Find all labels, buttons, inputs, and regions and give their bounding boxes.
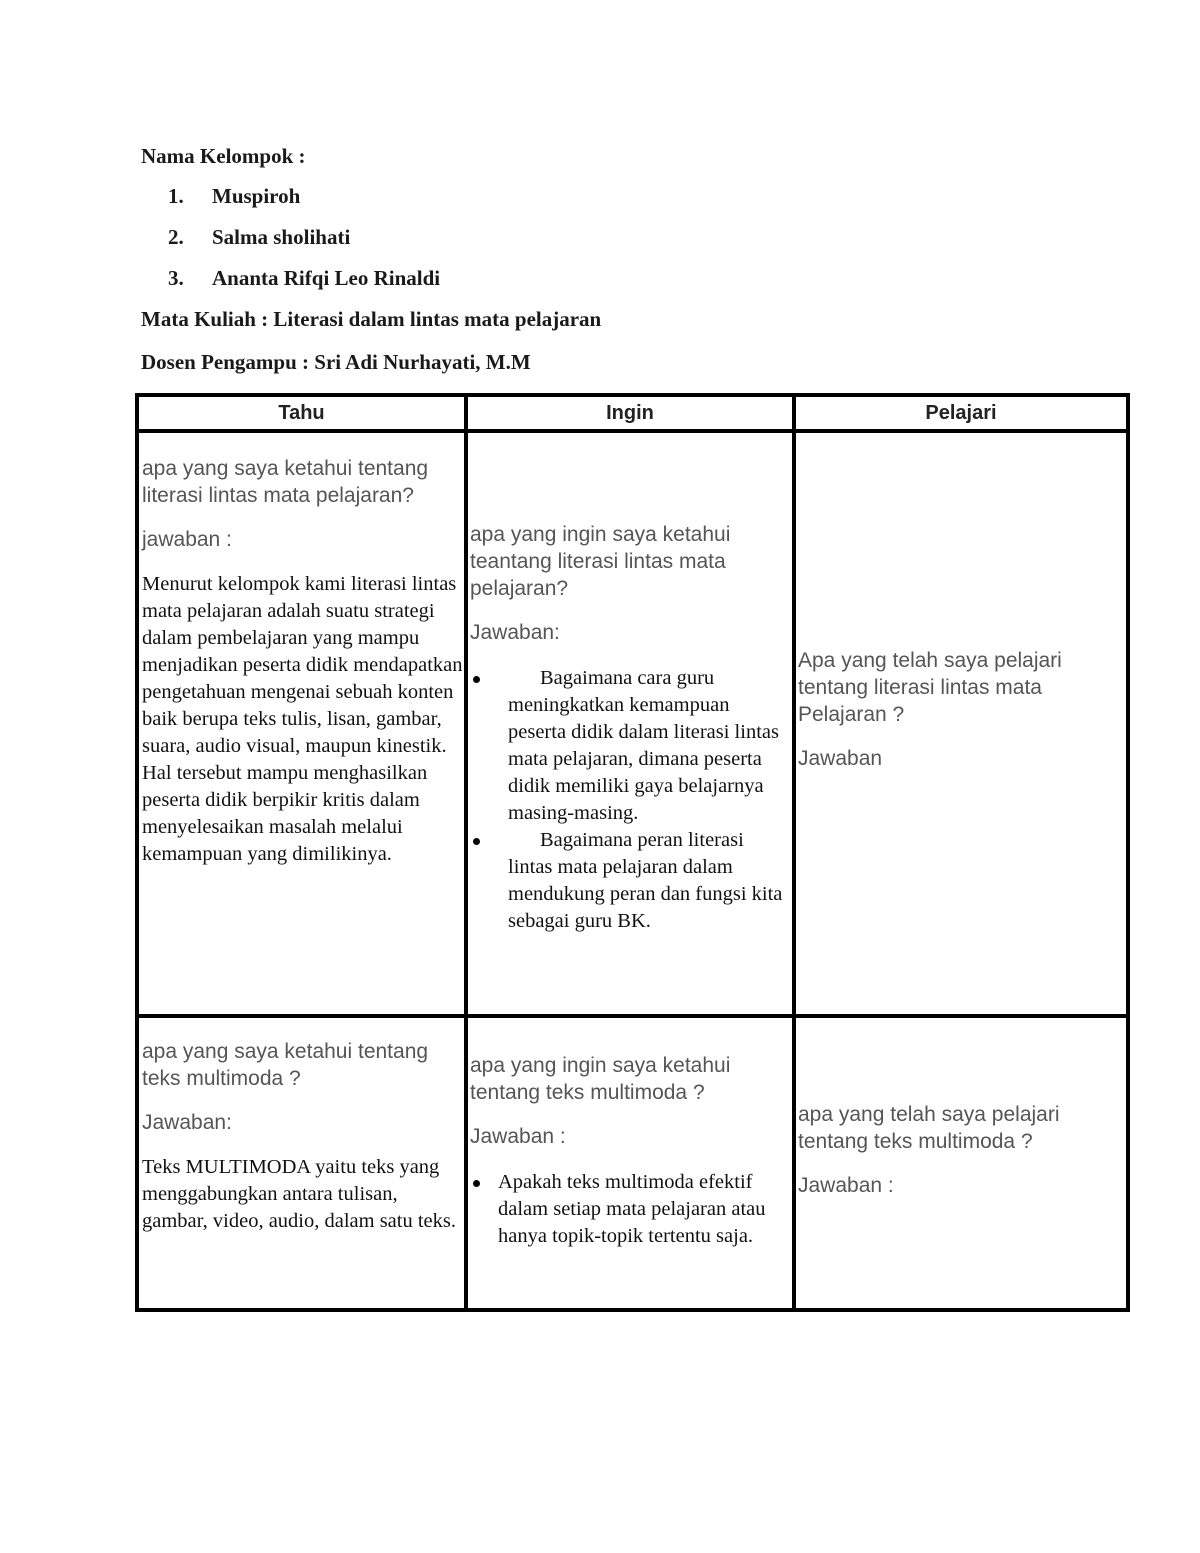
table-rule <box>464 393 468 1312</box>
table-rule <box>135 1014 1130 1018</box>
answer-text: Teks MULTIMODA yaitu teks yang menggabungkan antara tulisan, gambar, video, audio, dalam satu teks. <box>142 1156 456 1232</box>
member-name: Salma sholihati <box>212 225 351 249</box>
column-header-tahu: Tahu <box>278 402 325 424</box>
group-label: Nama Kelompok : <box>141 144 306 168</box>
cell-r1-ingin <box>470 521 788 935</box>
bullet-icon <box>473 676 480 683</box>
bullet-icon <box>473 1180 480 1187</box>
cell-r2-ingin <box>470 1052 790 1250</box>
course-line: Mata Kuliah : Literasi dalam lintas mata pelajaran <box>141 307 602 331</box>
answer-label: Jawaban: <box>142 1111 232 1134</box>
answer-label: Jawaban : <box>470 1125 566 1148</box>
question-text: apa yang saya ketahui tentang teks multimoda ? <box>142 1040 429 1090</box>
list-item: Apakah teks multimoda efektif dalam setiap mata pelajaran atau hanya topik-topik tertentu saja. <box>470 1169 790 1250</box>
member-number: 3. <box>168 266 184 290</box>
lecturer-line: Dosen Pengampu : Sri Adi Nurhayati, M.M <box>141 350 531 374</box>
cell-r1-tahu <box>142 455 464 868</box>
member-name: Muspiroh <box>212 184 301 208</box>
cell-r2-tahu <box>142 1038 464 1235</box>
answer-text: Menurut kelompok kami literasi lintas mata pelajaran adalah suatu strategi dalam pembelajaran yang mampu menjadikan peserta didik mendapatkan pengetahuan mengenai sebuah konten baik berupa teks tulis, lisan, gambar, suara, audio visual, maupun kinestik. Hal tersebut mampu menghasilkan peserta didik berpikir kritis dalam menyelesaikan masalah melalui kemampuan yang dimilikinya. <box>142 573 463 865</box>
table-border-bottom <box>135 1308 1130 1312</box>
answer-label: Jawaban <box>798 747 883 770</box>
member-name: Ananta Rifqi Leo Rinaldi <box>212 266 441 290</box>
table-border-right <box>1126 393 1130 1312</box>
cell-r2-pelajari <box>798 1101 1124 1199</box>
member-number: 2. <box>168 225 184 249</box>
table-rule <box>792 393 796 1312</box>
list-item: Bagaimana cara guru meningkatkan kemampuan peserta didik dalam literasi lintas mata pelajaran, dimana peserta didik memiliki gaya belajarnya masing-masing. <box>470 665 788 827</box>
question-text: apa yang ingin saya ketahui teantang literasi lintas mata pelajaran? <box>470 523 731 600</box>
answer-label: Jawaban: <box>470 621 560 644</box>
question-text: apa yang saya ketahui tentang literasi lintas mata pelajaran? <box>142 457 429 507</box>
table-border-left <box>135 393 139 1312</box>
question-text: Apa yang telah saya pelajari tentang literasi lintas mata Pelajaran ? <box>798 649 1062 726</box>
bullet-list <box>470 1169 790 1250</box>
column-header-ingin: Ingin <box>606 402 654 424</box>
column-header-pelajari: Pelajari <box>925 402 997 424</box>
answer-label: Jawaban : <box>798 1174 894 1197</box>
cell-r1-pelajari <box>798 647 1124 772</box>
bullet-list <box>470 665 788 935</box>
answer-label: jawaban : <box>142 528 232 551</box>
member-number: 1. <box>168 184 184 208</box>
list-item: Bagaimana peran literasi lintas mata pelajaran dalam mendukung peran dan fungsi kita sebagai guru BK. <box>470 827 788 935</box>
bullet-icon <box>473 838 480 845</box>
table-rule <box>135 429 1130 433</box>
question-text: apa yang telah saya pelajari tentang teks multimoda ? <box>798 1103 1060 1153</box>
question-text: apa yang ingin saya ketahui tentang teks multimoda ? <box>470 1054 731 1104</box>
